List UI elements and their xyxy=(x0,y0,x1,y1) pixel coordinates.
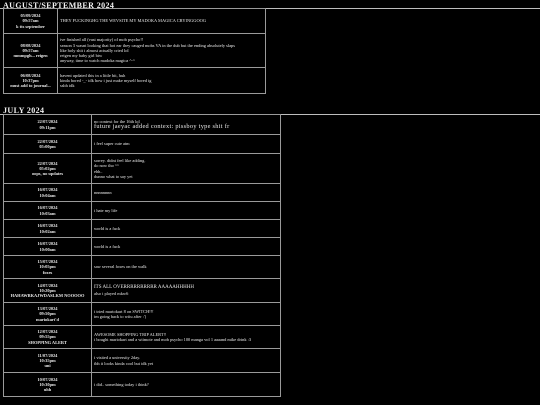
entry-text-cell xyxy=(92,238,281,256)
entry-date-cell xyxy=(4,349,92,373)
table-row xyxy=(4,238,281,256)
entry-date: 16/07/2024 xyxy=(37,205,58,211)
section-title-july: JULY 2024 xyxy=(3,106,45,115)
entry-date: 11/07/2024 xyxy=(37,352,58,358)
entry-line: ITS ALL OVERRRRRRRRRR AAAAAHHHHH xyxy=(94,285,194,291)
entry-line: also i played mkw6 xyxy=(94,290,129,296)
table-row xyxy=(4,220,281,238)
entry-date-cell xyxy=(4,279,92,303)
entry-time: 10:03am xyxy=(39,210,56,216)
entry-text-cell xyxy=(58,9,266,34)
entry-date-cell xyxy=(4,238,92,256)
entry-tag: oops, no updates xyxy=(31,171,64,177)
entry-text-cell xyxy=(58,68,266,94)
entry-tag: SHOPPING ALERT xyxy=(28,339,67,345)
entry-time: 10:30pm xyxy=(39,381,56,387)
entry-line: world is a fuck xyxy=(94,243,121,249)
entry-line: kinda bored -_- idk how i just make myself bored ig xyxy=(60,77,152,83)
table-row xyxy=(4,9,266,34)
entry-line: ive finished all (vast majority) of mob psycho!! xyxy=(60,37,144,43)
entry-date: 22/07/2024 xyxy=(37,119,58,125)
entry-date: 22/07/2024 xyxy=(37,160,58,166)
entry-time: 09:57am xyxy=(22,47,39,53)
table-row xyxy=(4,326,281,349)
entry-text-cell xyxy=(92,154,281,184)
table-row xyxy=(4,373,281,397)
entry-date: 15/07/2024 xyxy=(37,259,58,265)
section-title-august-september: AUGUST/SEPTEMBER 2024 xyxy=(3,1,115,10)
entry-tag: HAHAWBKAJWDASLKM NOOOOO xyxy=(10,293,85,299)
entry-time: 10:00am xyxy=(39,246,56,252)
entry-time: 05:02pm xyxy=(39,165,56,171)
entry-date-cell xyxy=(4,220,92,238)
entry-line: THEY FUCKINGHG THE WEVSITE MY MADOKA MAGICA CRYINGGOOG xyxy=(60,18,206,24)
entry-text-cell xyxy=(92,256,281,279)
entry-line: ssbh idk xyxy=(60,83,75,89)
entry-tag: must add to journal... xyxy=(10,83,51,89)
entry-line: world is a fuck xyxy=(94,225,121,231)
entry-date: 13/07/2024 xyxy=(37,306,58,312)
entry-added-context: future jaeyac added context: pissboy type shit fr xyxy=(94,122,230,130)
entry-text-cell xyxy=(92,326,281,349)
entry-tag: k tts september xyxy=(16,23,45,29)
entry-line: season 3 wasnt looking that hot ear they cauged mobs VA in the dub but the ending absolutely slaps xyxy=(60,42,235,48)
entry-date: 06/08/2024 xyxy=(20,72,41,78)
entry-text-cell xyxy=(92,202,281,220)
entry-tag: uni xyxy=(44,363,51,369)
entry-date: 12/07/2024 xyxy=(37,329,58,335)
entry-time: 09:55pm xyxy=(39,334,56,340)
entry-text-cell xyxy=(58,34,266,68)
entry-date: 08/08/2024 xyxy=(20,42,41,48)
entry-time: 09:11pm xyxy=(39,124,56,130)
journal-table-august-september xyxy=(3,8,266,94)
entry-line: like holy shit i almost actually cried lol xyxy=(60,47,129,53)
entry-line: i bought mariokart and a wiimote and mob psycho 100 manga vol 1 aaaand mike drink :3 xyxy=(94,337,252,342)
entry-time: 09:57am xyxy=(22,18,39,24)
entry-tag: mariokart'd xyxy=(36,316,59,322)
entry-line: reigen my baby girl btw xyxy=(60,53,103,59)
entry-tag: mmmpgh... reigen xyxy=(13,53,48,59)
entry-date-cell xyxy=(4,184,92,202)
entry-tag: uhh xyxy=(43,387,52,393)
entry-date-cell xyxy=(4,34,58,68)
entry-line: ehh.. xyxy=(94,168,103,174)
entry-tag: foxes xyxy=(42,269,53,275)
entry-line: i tried mariokart 8 on SWITCH!!! xyxy=(94,308,154,314)
entry-text-cell xyxy=(92,303,281,326)
entry-line: AWESOME SHOPPING TRIP ALERT!! xyxy=(94,331,167,337)
entry-line: i did.. something today i think? xyxy=(94,381,149,387)
entry-date-cell xyxy=(4,326,92,349)
entry-date: 22/07/2024 xyxy=(37,138,58,144)
entry-date-cell xyxy=(4,9,58,34)
table-row xyxy=(4,154,281,184)
entry-date: 05/09/2024 xyxy=(20,13,41,19)
entry-date: 16/07/2024 xyxy=(37,241,58,247)
table-row xyxy=(4,303,281,326)
table-row xyxy=(4,279,281,303)
entry-text-cell xyxy=(92,135,281,154)
entry-date-cell xyxy=(4,135,92,154)
entry-date: 16/07/2024 xyxy=(37,187,58,193)
entry-line: i hate my life xyxy=(94,207,118,213)
entry-date: 14/07/2024 xyxy=(37,282,58,288)
entry-time: 10:04am xyxy=(39,192,56,198)
table-row xyxy=(4,135,281,154)
entry-time: 10:20pm xyxy=(39,287,56,293)
entry-line: dunno what to say yet xyxy=(94,173,133,179)
entry-line: anyway, time to watch madoka magica ^-^ xyxy=(60,58,135,64)
entry-time: 05:00pm xyxy=(39,144,56,149)
entry-text-cell xyxy=(92,349,281,373)
table-row xyxy=(4,202,281,220)
entry-line: im going back to wiiu after :') xyxy=(94,314,147,319)
entry-time: 10:05pm xyxy=(39,264,56,270)
table-row xyxy=(4,349,281,373)
journal-table-july xyxy=(3,114,281,397)
entry-line: sorrey. didnt feel like adding. xyxy=(94,157,146,163)
entry-time: 09:50pm xyxy=(39,311,56,317)
entry-time: 10:02am xyxy=(39,228,56,234)
entry-text-cell xyxy=(92,279,281,303)
table-row xyxy=(4,256,281,279)
entry-line: nnnnnnnn xyxy=(94,189,112,195)
entry-date-cell xyxy=(4,154,92,184)
entry-date-cell xyxy=(4,115,92,135)
entry-date-cell xyxy=(4,303,92,326)
entry-date-cell xyxy=(4,202,92,220)
entry-line: i visited a university 2day. xyxy=(94,355,141,361)
table-row xyxy=(4,115,281,135)
entry-time: 10:37pm xyxy=(22,77,39,83)
entry-date: 10/07/2024 xyxy=(37,376,58,382)
entry-date: 16/07/2024 xyxy=(37,223,58,229)
entry-date-cell xyxy=(4,373,92,397)
entry-line: i feel super cute atm xyxy=(94,141,130,147)
entry-line: havent updated this in a little bit, huh xyxy=(60,72,126,78)
entry-line: tbh it looks kinda cool but idk yet xyxy=(94,360,154,366)
entry-text-cell xyxy=(92,373,281,397)
entry-line: saw several foxes on the walk xyxy=(94,264,147,270)
entry-line: do now tho ^^ xyxy=(94,163,119,169)
table-row xyxy=(4,34,266,68)
entry-time: 10:35pm xyxy=(39,357,56,363)
table-row xyxy=(4,68,266,94)
entry-text-cell xyxy=(92,115,281,135)
table-row xyxy=(4,184,281,202)
entry-line: no context for the 16th lol xyxy=(94,118,140,124)
entry-date-cell xyxy=(4,68,58,94)
entry-date-cell xyxy=(4,256,92,279)
entry-text-cell xyxy=(92,220,281,238)
entry-text-cell xyxy=(92,184,281,202)
